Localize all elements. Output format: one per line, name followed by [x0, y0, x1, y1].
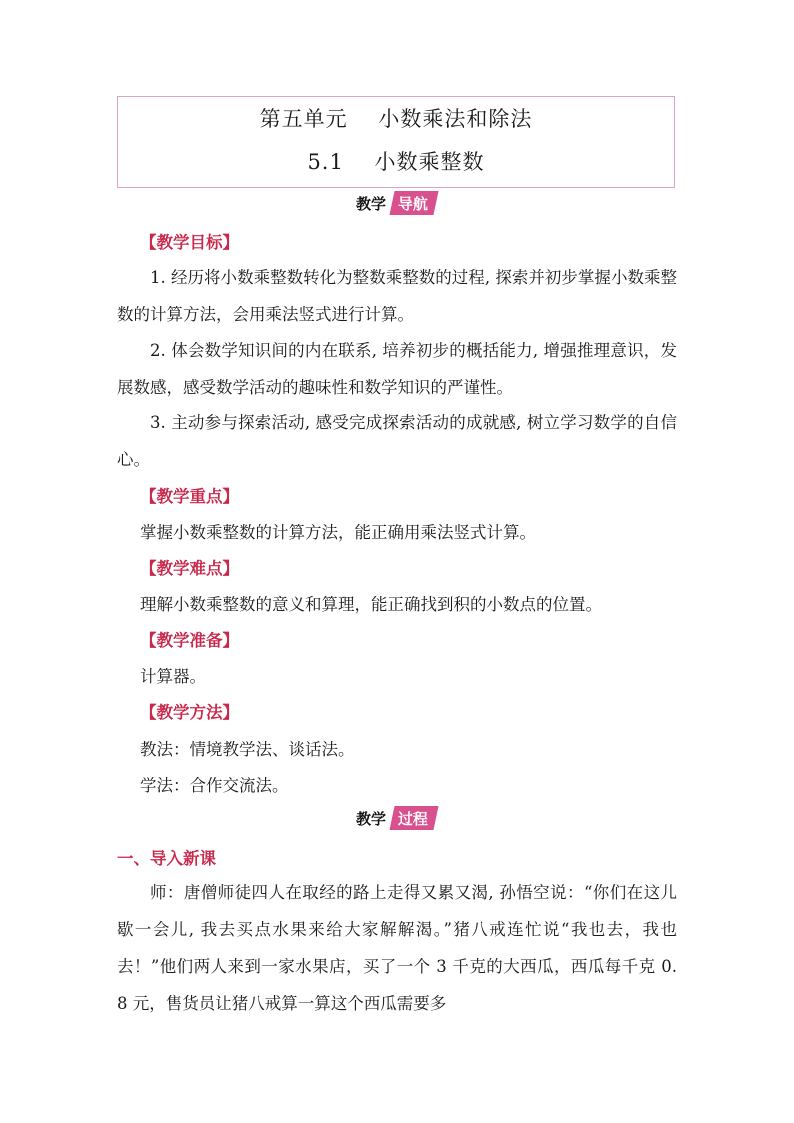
- preparation-heading: 【教学准备】: [140, 631, 239, 650]
- goal-2: 2. 体会数学知识间的内在联系, 培养初步的概括能力, 增强推理意识，发展数感，感受数学活动的趣味性和数学知识的严谨性。: [117, 341, 677, 397]
- banner-left-label: 教学: [356, 810, 387, 828]
- goal-1: 1. 经历将小数乘整数转化为整数乘整数的过程, 探索并初步掌握小数乘整数的计算方法，会用乘法竖式进行计算。: [117, 268, 677, 324]
- banner-right-label: 导航: [397, 195, 428, 213]
- difficulty-text: 理解小数乘整数的意义和算理，能正确找到积的小数点的位置。: [140, 595, 602, 614]
- teaching-guide-banner: [352, 191, 436, 215]
- unit-title: 第五单元 小数乘法和除法: [259, 107, 533, 131]
- banner-left-label: 教学: [356, 195, 387, 213]
- banner-right-tag: [389, 191, 438, 215]
- method-heading: 【教学方法】: [140, 703, 239, 722]
- key-points-text: 掌握小数乘整数的计算方法，能正确用乘法竖式计算。: [140, 523, 536, 542]
- method-learning-text: 学法：合作交流法。: [140, 776, 289, 795]
- goal-3: 3. 主动参与探索活动, 感受完成探索活动的成就感, 树立学习数学的自信心。: [117, 413, 677, 469]
- key-points-heading: 【教学重点】: [140, 487, 239, 506]
- title-box: [117, 96, 675, 188]
- banner-right-tag: [389, 806, 438, 830]
- intro-heading: 一、导入新课: [117, 849, 216, 868]
- method-teaching-text: 教法：情境教学法、谈话法。: [140, 740, 355, 759]
- preparation-text: 计算器。: [140, 667, 206, 686]
- intro-text: 师：唐僧师徒四人在取经的路上走得又累又渴, 孙悟空说：“你们在这儿歇一会儿, 我去买点水果来给大家解解渴。”猪八戒连忙说“我也去，我也去！”他们两人来到一家水果店，买了一个 3 千克的大西瓜，西瓜每千克 0. 8 元，售货员让猪八戒算一算这个西瓜需要多: [117, 883, 677, 1013]
- goals-heading: 【教学目标】: [140, 233, 239, 252]
- difficulty-heading: 【教学难点】: [140, 559, 239, 578]
- teaching-process-banner: [352, 806, 436, 830]
- lesson-title: 5.1 小数乘整数: [307, 150, 485, 174]
- banner-right-label: 过程: [397, 810, 428, 828]
